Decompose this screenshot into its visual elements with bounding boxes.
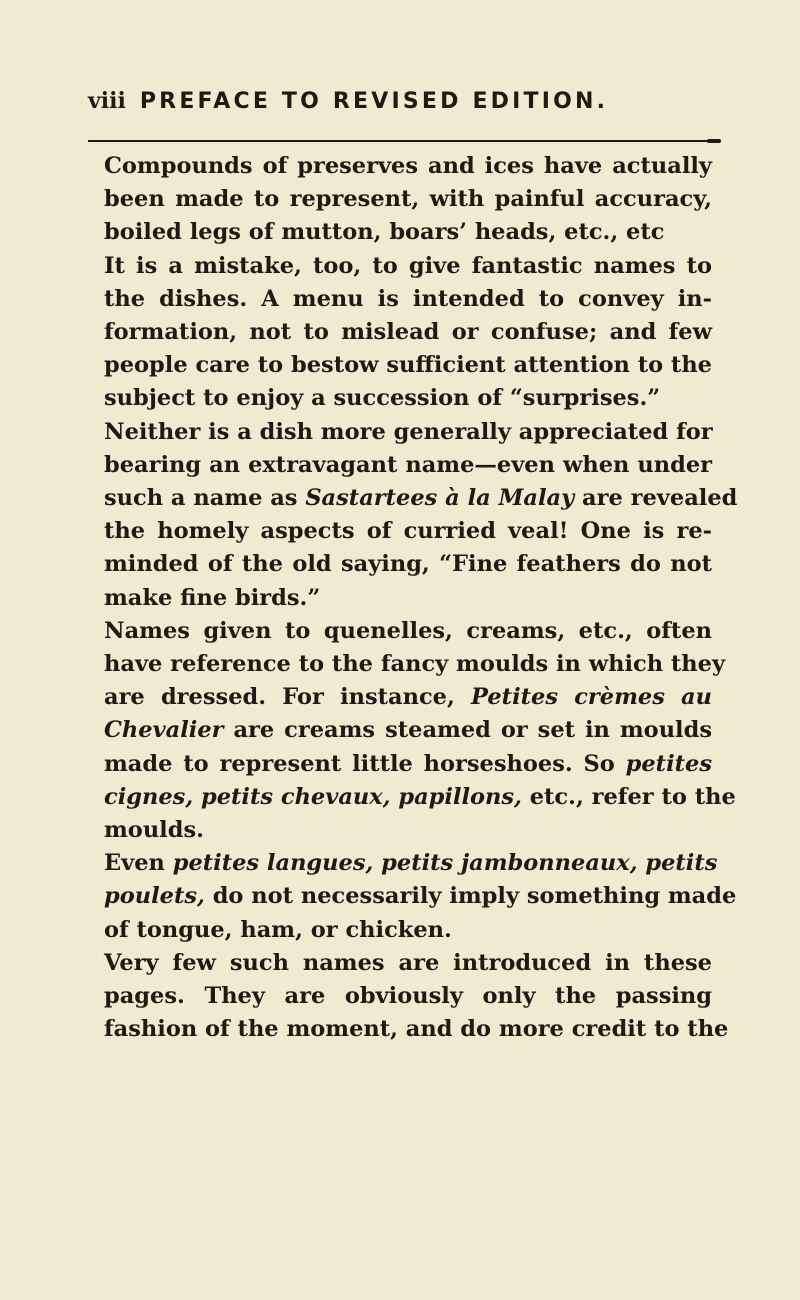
text-line <box>104 714 712 747</box>
page-number: viii <box>88 88 126 114</box>
italic-text: poulets, <box>104 883 205 910</box>
running-head <box>88 88 718 114</box>
text-line: subject to enjoy a succession of “surprises.” <box>104 385 661 412</box>
text-line: fashion of the moment, and do more credit to the <box>104 1016 729 1043</box>
text-line: minded of the old saying, “Fine feathers do not <box>104 551 712 578</box>
text-line: the homely aspects of curried veal! One is re- <box>104 518 712 545</box>
text-line: people care to bestow sufficient attention to the <box>104 352 712 379</box>
text-line: of tongue, ham, or chicken. <box>104 916 452 943</box>
italic-text: petites langues, petits jambonneaux, petits <box>164 850 718 877</box>
text-span: etc., refer to the <box>521 783 736 810</box>
text-span: made to represent little horseshoes. So <box>104 750 626 777</box>
header-rule <box>88 140 719 142</box>
text-line <box>104 847 718 880</box>
italic-text: cignes, petits chevaux, papillons, <box>104 783 522 810</box>
text-span: are dressed. For instance, <box>104 684 472 711</box>
text-line: Very few such names are introduced in these <box>104 949 712 976</box>
text-line: pages. They are obviously only the passing <box>104 983 712 1010</box>
text-line: Neither is a dish more generally appreciated for <box>104 418 713 445</box>
text-span: do not necessarily imply something made <box>204 883 737 910</box>
text-line <box>104 748 712 781</box>
text-line: Names given to quenelles, creams, etc., often <box>104 617 712 644</box>
text-line: moulds. <box>104 817 204 844</box>
text-span: Even <box>104 850 165 877</box>
text-line <box>104 781 736 814</box>
text-line: formation, not to mislead or confuse; and few <box>104 319 712 346</box>
text-line <box>104 482 738 515</box>
text-line: make fine birds.” <box>104 584 321 611</box>
text-line: have reference to the fancy moulds in which they <box>104 651 726 678</box>
text-span: are revealed <box>574 485 738 512</box>
italic-text: Petites crèmes au <box>471 684 712 711</box>
italic-dish-name: Sastartees à la Malay <box>305 485 575 512</box>
text-line: bearing an extravagant name—even when under <box>104 451 712 478</box>
italic-text: Chevalier <box>104 717 224 744</box>
italic-text: petites <box>625 750 712 777</box>
text-line <box>104 880 737 913</box>
text-span: are creams steamed or set in moulds <box>223 717 712 744</box>
body-text <box>104 150 738 1046</box>
text-line: It is a mistake, too, to give fantastic names to <box>104 252 712 279</box>
text-line <box>104 681 712 714</box>
text-line: boiled legs of mutton, boars’ heads, etc., etc <box>104 219 665 246</box>
text-line: the dishes. A menu is intended to convey in- <box>104 285 712 312</box>
text-line: been made to represent, with painful accuracy, <box>104 186 712 213</box>
text-span: such a name as <box>104 485 306 512</box>
chapter-title: PREFACE TO REVISED EDITION. <box>139 89 609 114</box>
text-line: Compounds of preserves and ices have actually <box>104 153 712 179</box>
